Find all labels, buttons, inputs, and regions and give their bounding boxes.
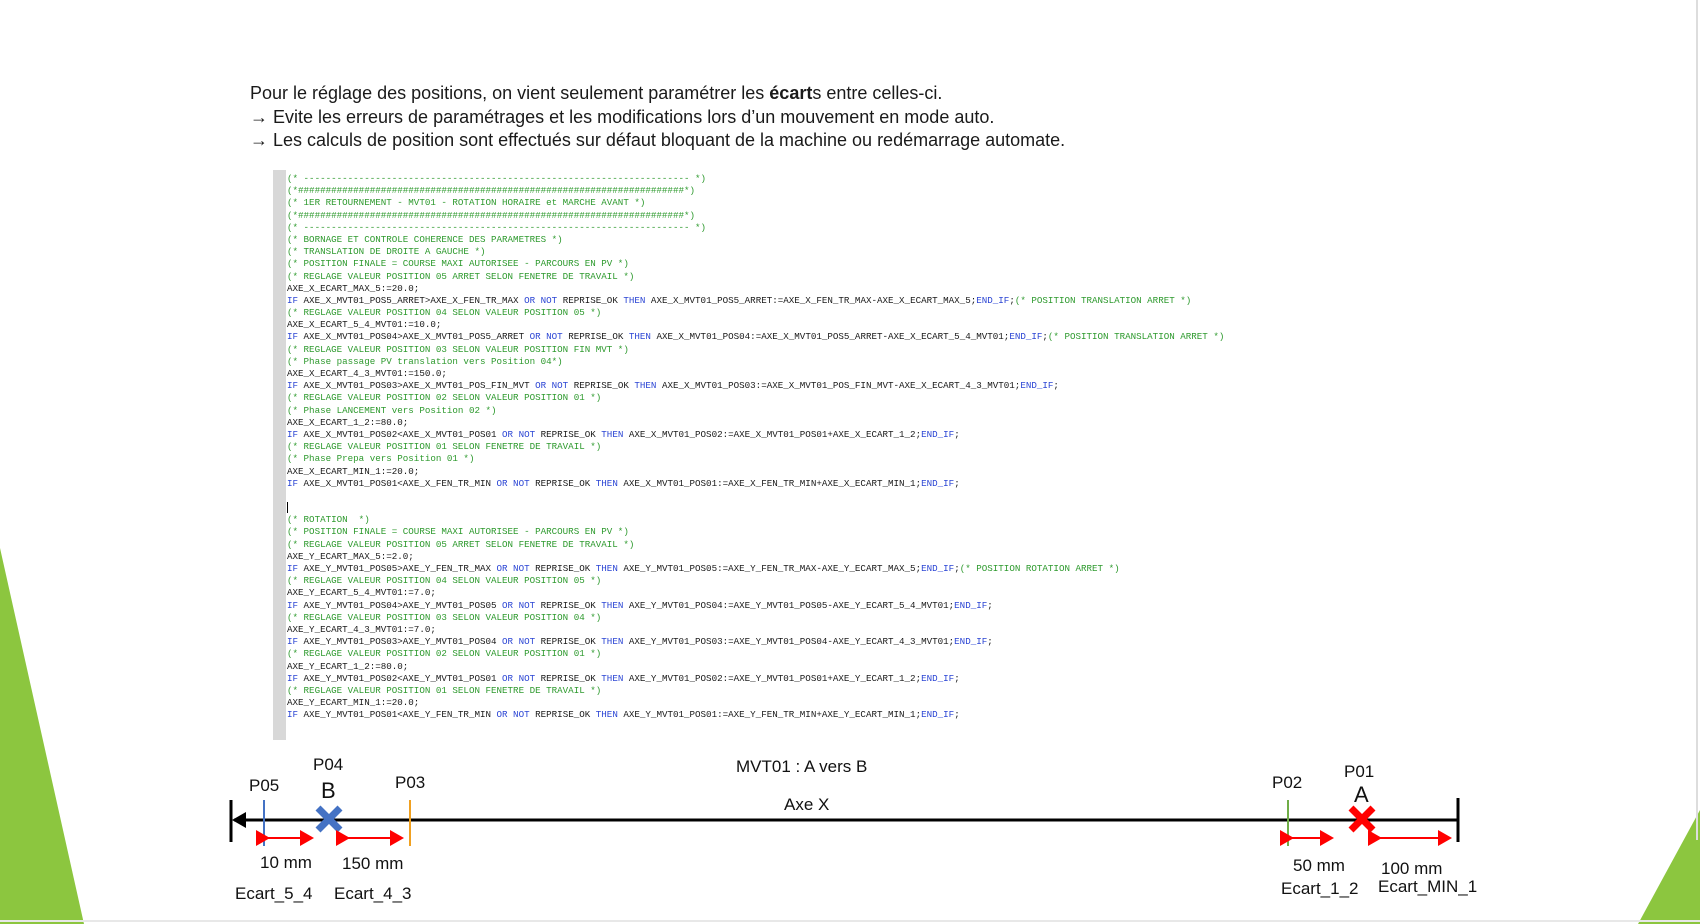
code-text: AXE_Y_MVT01_POS02:=AXE_Y_MVT01_POS01+AXE_Y_ECART_1_2; [623,672,922,684]
code-text: ; [954,563,960,574]
code-keyword: THEN [623,294,646,306]
code-line [287,709,1427,721]
code-keyword: THEN [595,477,618,489]
intro-line-2: → Evite les erreurs de paramétrages et les modifications lors d’un mouvement en mode auto. [250,106,995,127]
code-line [287,563,1427,575]
code-line [287,295,1427,307]
intro-line-1-start: Pour le réglage des positions, on vient seulement paramétrer les [250,83,770,103]
p01-label: P01 [1344,762,1375,781]
code-comment: (* REGLAGE VALEUR POSITION 01 SELON FENETRE DE TRAVAIL *) [287,684,602,696]
code-screenshot [273,170,1433,740]
code-text: AXE_Y_MVT01_POS05:=AXE_Y_FEN_TR_MAX-AXE_Y_ECART_MAX_5; [617,563,922,574]
code-comment: (* Phase passage PV translation vers Position 04*) [287,355,563,367]
code-keyword: IF [287,428,299,440]
intro-line-1-end: s entre celles-ci. [812,83,943,103]
code-keyword: OR NOT [502,672,536,684]
code-keyword: END_IF [976,294,1010,306]
code-comment: (*######################################################################*) [287,185,695,197]
code-text: AXE_X_ECART_5_4_MVT01:=10.0; [287,319,442,331]
code-line [287,344,1427,356]
code-comment: (* 1ER RETOURNEMENT - MVT01 - ROTATION HORAIRE et MARCHE AVANT *) [287,197,646,209]
code-keyword: IF [287,599,299,611]
code-keyword: IF [287,380,299,392]
code-text: ; [1009,294,1015,306]
code-comment: (* REGLAGE VALEUR POSITION 03 SELON VALEUR POSITION 04 *) [287,611,602,623]
code-keyword: OR NOT [502,599,536,611]
diagram-title: MVT01 : A vers B [736,757,868,776]
code-text: AXE_X_MVT01_POS04:=AXE_X_MVT01_POS5_ARRET-AXE_X_ECART_5_4_MVT01; [650,331,1010,343]
code-keyword: END_IF [954,599,988,611]
code-text: AXE_Y_MVT01_POS01<AXE_Y_FEN_TR_MIN [298,709,497,721]
left-green-triangle [0,548,84,924]
code-text: AXE_Y_MVT01_POS03>AXE_Y_MVT01_POS04 [298,636,503,648]
code-line [287,319,1427,331]
code-line [287,283,1427,295]
code-text: REPRISE_OK [535,599,602,611]
code-line [287,234,1427,246]
text-cursor [287,502,288,513]
code-line [287,405,1427,417]
dist-50-label: 50 mm [1293,856,1345,875]
code-line [287,539,1427,551]
code-line [287,222,1427,234]
code-text: AXE_X_MVT01_POS03:=AXE_X_MVT01_POS_FIN_MVT-AXE_X_ECART_4_3_MVT01; [656,380,1021,392]
code-text: REPRISE_OK [529,477,596,489]
code-text: AXE_Y_MVT01_POS02<AXE_Y_MVT01_POS01 [298,672,503,684]
code-keyword: OR NOT [502,636,536,648]
code-text: AXE_X_MVT01_POS04>AXE_X_MVT01_POS5_ARRET [298,331,530,343]
code-line [287,417,1427,429]
code-comment: (* TRANSLATION DE DROITE A GAUCHE *) [287,246,486,258]
code-text: AXE_X_MVT01_POS5_ARRET:=AXE_X_FEN_TR_MAX-AXE_X_ECART_MAX_5; [645,294,977,306]
p05-label: P05 [249,776,280,795]
code-text: REPRISE_OK [562,331,629,343]
code-text: ; [954,477,960,489]
code-comment: (* ---------------------------------------------------------------------- *) [287,173,707,184]
code-text: AXE_Y_MVT01_POS04:=AXE_Y_MVT01_POS05-AXE_Y_ECART_5_4_MVT01; [623,599,955,611]
code-text: AXE_X_MVT01_POS02:=AXE_X_MVT01_POS01+AXE_X_ECART_1_2; [623,428,922,440]
ecart-min-1-label: Ecart_MIN_1 [1378,877,1478,896]
code-comment: (* REGLAGE VALEUR POSITION 01 SELON FENETRE DE TRAVAIL *) [287,441,602,453]
ecart-1-2-label: Ecart_1_2 [1281,879,1359,898]
code-line [287,380,1427,392]
code-keyword: OR NOT [496,563,530,574]
code-comment: (* REGLAGE VALEUR POSITION 02 SELON VALEUR POSITION 01 *) [287,392,602,404]
code-text: AXE_Y_MVT01_POS03:=AXE_Y_MVT01_POS04-AXE_Y_ECART_4_3_MVT01; [623,636,955,648]
code-text: ; [954,709,960,721]
code-keyword: THEN [601,636,624,648]
intro-line-1-bold: écart [769,83,813,103]
code-text: REPRISE_OK [529,563,596,574]
code-text: ; [1053,380,1059,392]
code-keyword: THEN [595,709,618,721]
dist-100-label: 100 mm [1381,859,1443,878]
p02-label: P02 [1272,773,1303,792]
code-line [287,356,1427,368]
code-comment: (* REGLAGE VALEUR POSITION 03 SELON VALEUR POSITION FIN MVT *) [287,343,629,355]
code-comment: (* POSITION FINALE = COURSE MAXI AUTORISEE - PARCOURS EN PV *) [287,258,629,270]
code-line [287,307,1427,319]
code-keyword: END_IF [921,428,955,440]
code-comment: (* BORNAGE ET CONTROLE COHERENCE DES PARAMETRES *) [287,233,563,245]
code-keyword: OR NOT [535,380,569,392]
code-line [287,331,1427,343]
code-keyword: IF [287,331,299,343]
code-text: REPRISE_OK [535,428,602,440]
code-text: AXE_X_MVT01_POS03>AXE_X_MVT01_POS_FIN_MVT [298,380,536,392]
code-keyword: OR NOT [524,294,558,306]
code-keyword: END_IF [921,563,955,574]
code-line [287,502,1427,514]
code-text: AXE_Y_ECART_MIN_1:=20.0; [287,697,420,709]
code-comment: (* ---------------------------------------------------------------------- *) [287,221,707,233]
code-line [287,392,1427,404]
code-line [287,490,1427,502]
code-line [287,453,1427,465]
code-text: AXE_Y_MVT01_POS05>AXE_Y_FEN_TR_MAX [298,563,497,574]
code-text: AXE_X_ECART_4_3_MVT01:=150.0; [287,368,447,379]
code-text: AXE_X_MVT01_POS01<AXE_X_FEN_TR_MIN [298,477,497,489]
code-text: AXE_Y_ECART_5_4_MVT01:=7.0; [287,587,436,599]
code-comment: (* Phase LANCEMENT vers Position 02 *) [287,404,497,416]
code-line [287,673,1427,685]
ecart-4-3-label: Ecart_4_3 [334,884,412,903]
code-text: ; [954,672,960,684]
code-comment: (* POSITION FINALE = COURSE MAXI AUTORISEE - PARCOURS EN PV *) [287,526,629,538]
code-comment: (* REGLAGE VALEUR POSITION 02 SELON VALEUR POSITION 01 *) [287,648,602,660]
code-comment: (* REGLAGE VALEUR POSITION 05 ARRET SELON FENETRE DE TRAVAIL *) [287,538,635,550]
code-comment: (* POSITION TRANSLATION ARRET *) [1047,331,1225,343]
code-text: AXE_X_MVT01_POS02<AXE_X_MVT01_POS01 [298,428,503,440]
code-text: ; [1042,331,1048,343]
code-keyword: THEN [601,672,624,684]
code-listing [287,173,1427,721]
code-keyword: THEN [634,380,657,392]
code-keyword: END_IF [921,709,955,721]
code-keyword: END_IF [1020,380,1054,392]
intro-line-1 [250,82,1550,106]
code-keyword: IF [287,636,299,648]
axis-label: Axe X [784,795,830,814]
code-keyword: IF [287,672,299,684]
code-keyword: END_IF [1009,331,1043,343]
code-line [287,587,1427,599]
code-line [287,246,1427,258]
code-line [287,685,1427,697]
code-line [287,636,1427,648]
code-line [287,575,1427,587]
code-text: REPRISE_OK [529,709,596,721]
code-text: AXE_X_MVT01_POS5_ARRET>AXE_X_FEN_TR_MAX [298,294,525,306]
code-text: AXE_X_ECART_MAX_5:=20.0; [287,282,420,294]
code-line [287,185,1427,197]
code-text: REPRISE_OK [557,294,624,306]
p04-letter: B [321,778,336,803]
dist-10-label: 10 mm [260,853,312,872]
code-text: AXE_Y_MVT01_POS01:=AXE_Y_FEN_TR_MIN+AXE_Y_ECART_MIN_1; [617,709,922,721]
code-text: AXE_X_ECART_1_2:=80.0; [287,416,409,428]
code-line [287,478,1427,490]
code-text: REPRISE_OK [535,636,602,648]
code-line [287,600,1427,612]
code-line [287,514,1427,526]
code-keyword: THEN [628,331,651,343]
code-line [287,466,1427,478]
code-keyword: THEN [601,599,624,611]
code-line [287,210,1427,222]
code-keyword: OR NOT [529,331,563,343]
p01-letter: A [1354,782,1369,807]
code-text: REPRISE_OK [535,672,602,684]
code-keyword: IF [287,294,299,306]
code-text: AXE_Y_ECART_MAX_5:=2.0; [287,550,414,562]
code-text: AXE_Y_MVT01_POS04>AXE_Y_MVT01_POS05 [298,599,503,611]
code-line [287,648,1427,660]
code-line [287,612,1427,624]
code-text: AXE_X_ECART_MIN_1:=20.0; [287,465,420,477]
code-keyword: IF [287,563,299,574]
code-keyword: END_IF [921,477,955,489]
code-keyword: OR NOT [496,709,530,721]
code-keyword: IF [287,477,299,489]
code-comment: (* ROTATION *) [287,514,370,526]
code-comment: (* Phase Prepa vers Position 01 *) [287,453,475,465]
code-text: AXE_X_MVT01_POS01:=AXE_X_FEN_TR_MIN+AXE_X_ECART_MIN_1; [617,477,922,489]
code-keyword: OR NOT [502,428,536,440]
code-line [287,441,1427,453]
dist-150-label: 150 mm [342,854,404,873]
code-line [287,271,1427,283]
code-comment: (* REGLAGE VALEUR POSITION 04 SELON VALEUR POSITION 05 *) [287,575,602,587]
code-line [287,526,1427,538]
intro-text [250,82,1550,153]
code-text: AXE_Y_ECART_4_3_MVT01:=7.0; [287,623,436,635]
code-comment: (* POSITION TRANSLATION ARRET *) [1014,294,1192,306]
code-line [287,661,1427,673]
code-comment: (* REGLAGE VALEUR POSITION 04 SELON VALEUR POSITION 05 *) [287,307,602,319]
p04-label: P04 [313,755,344,774]
ecart-5-4-label: Ecart_5_4 [235,884,313,903]
code-keyword: THEN [601,428,624,440]
code-text: ; [954,428,960,440]
code-line [287,258,1427,270]
code-text: AXE_Y_ECART_1_2:=80.0; [287,660,409,672]
p03-label: P03 [395,773,426,792]
intro-line-3: → Les calculs de position sont effectués sur défaut bloquant de la machine ou redémarrage automate. [250,130,1066,150]
code-text: REPRISE_OK [568,380,635,392]
code-keyword: IF [287,709,299,721]
code-keyword: THEN [595,563,618,574]
code-line [287,429,1427,441]
code-line [287,197,1427,209]
code-line [287,697,1427,709]
code-comment: (* POSITION ROTATION ARRET *) [959,563,1120,574]
code-comment: (* REGLAGE VALEUR POSITION 05 ARRET SELON FENETRE DE TRAVAIL *) [287,270,635,282]
code-keyword: END_IF [921,672,955,684]
right-green-triangle [1638,810,1700,924]
code-line [287,368,1427,380]
code-gutter [273,170,286,740]
code-keyword: END_IF [954,636,988,648]
code-text: ; [987,599,993,611]
code-line [287,551,1427,563]
code-comment: (*######################################################################*) [287,209,695,221]
code-line [287,624,1427,636]
code-line [287,173,1427,185]
code-keyword: OR NOT [496,477,530,489]
code-text: ; [987,636,993,648]
